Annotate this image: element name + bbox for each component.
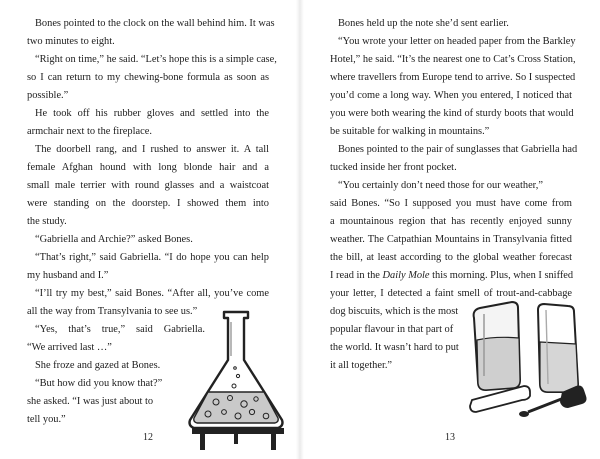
text-line: where travellers from Europe tend to arrive. So I suspected [330,72,576,83]
text-line: a mountainous region that has recently enjoyed sunny [330,216,572,227]
text-line: dog biscuits, which is the most [330,306,459,317]
line-part: I read in the [330,270,383,281]
text-line: “You certainly don’t need those for our weather,” [338,180,543,191]
text-line: “We arrived last …” [27,342,112,353]
text-line: He took off his rubber gloves and settled into the [35,108,269,119]
text-line: you’d come a long way. When you entered, I noticed that [330,90,572,101]
text-line: “But how did you know that?” [35,378,163,389]
text-line: the study. [27,216,67,227]
line-part: this morning. Plus, when I sniffed [429,270,574,281]
text-line: your letter, I detected a faint smell of trout-and-cabbage [330,288,572,299]
text-line: be suitable for walking in mountains.” [330,126,490,137]
text-line: Bones held up the note she’d sent earlier. [338,18,509,29]
text-line: the bill, at least according to the global weather forecast [330,252,572,263]
text-line: “I’ll try my best,” said Bones. “After all, you’ve come [35,288,269,299]
text-line: said Bones. “So I supposed you must have come from [330,198,572,209]
text-line: “Gabriella and Archie?” asked Bones. [35,234,193,245]
lab-glassware-illustration [468,300,596,430]
text-line: “Yes, that’s true,” said Gabriella. [35,324,205,335]
text-line: Bones pointed to the clock on the wall behind him. It was [35,18,275,29]
text-line: tucked inside her front pocket. [330,162,457,173]
text-line: “You wrote your letter on headed paper from the Barkley [338,36,576,47]
text-line: “Right on time,” he said. “Let’s hope this is a simple case, [35,54,277,65]
newspaper-title: Daily Mole [382,270,430,281]
text-line: small male terrier with round glasses and a waistcoat [27,180,269,191]
text-line: were standing on the doorstep. I showed them into [27,198,269,209]
text-line: all the way from Transylvania to see us.” [27,306,198,317]
text-line: it all together.” [330,360,393,371]
text-line: “That’s right,” said Gabriella. “I do hope you can help [35,252,269,263]
page-number: 13 [445,432,455,443]
flask-illustration [186,300,296,450]
text-line: Bones pointed to the pair of sunglasses that Gabriella had [338,144,578,155]
text-line: Hotel,” he said. “It’s the nearest one to Cat’s Cross Station, [330,54,576,65]
text-line: so I can return to my chewing-bone formula as soon as [27,72,269,83]
text-line: you were both wearing the kind of sturdy boots that would [330,108,574,119]
text-line: armchair next to the fireplace. [27,126,152,137]
text-line: two minutes to eight. [27,36,115,47]
text-line: female Afghan hound with long blonde hair and a [27,162,269,173]
text-line: she asked. “I was just about to [27,396,154,407]
page-number: 12 [143,432,153,443]
text-line: tell you.” [27,414,66,425]
right-page [300,0,600,459]
text-line: the world. It wasn’t hard to put [330,342,459,353]
text-line: weather. The Catpathian Mountains in Transylvania fitted [330,234,572,245]
text-line: She froze and gazed at Bones. [35,360,161,371]
text-line: The doorbell rang, and I rushed to answer it. A tall [35,144,269,155]
text-line [330,269,573,282]
text-line: my husband and I.” [27,270,109,281]
text-line: possible.” [27,90,69,101]
text-line: popular flavour in that part of [330,324,454,335]
